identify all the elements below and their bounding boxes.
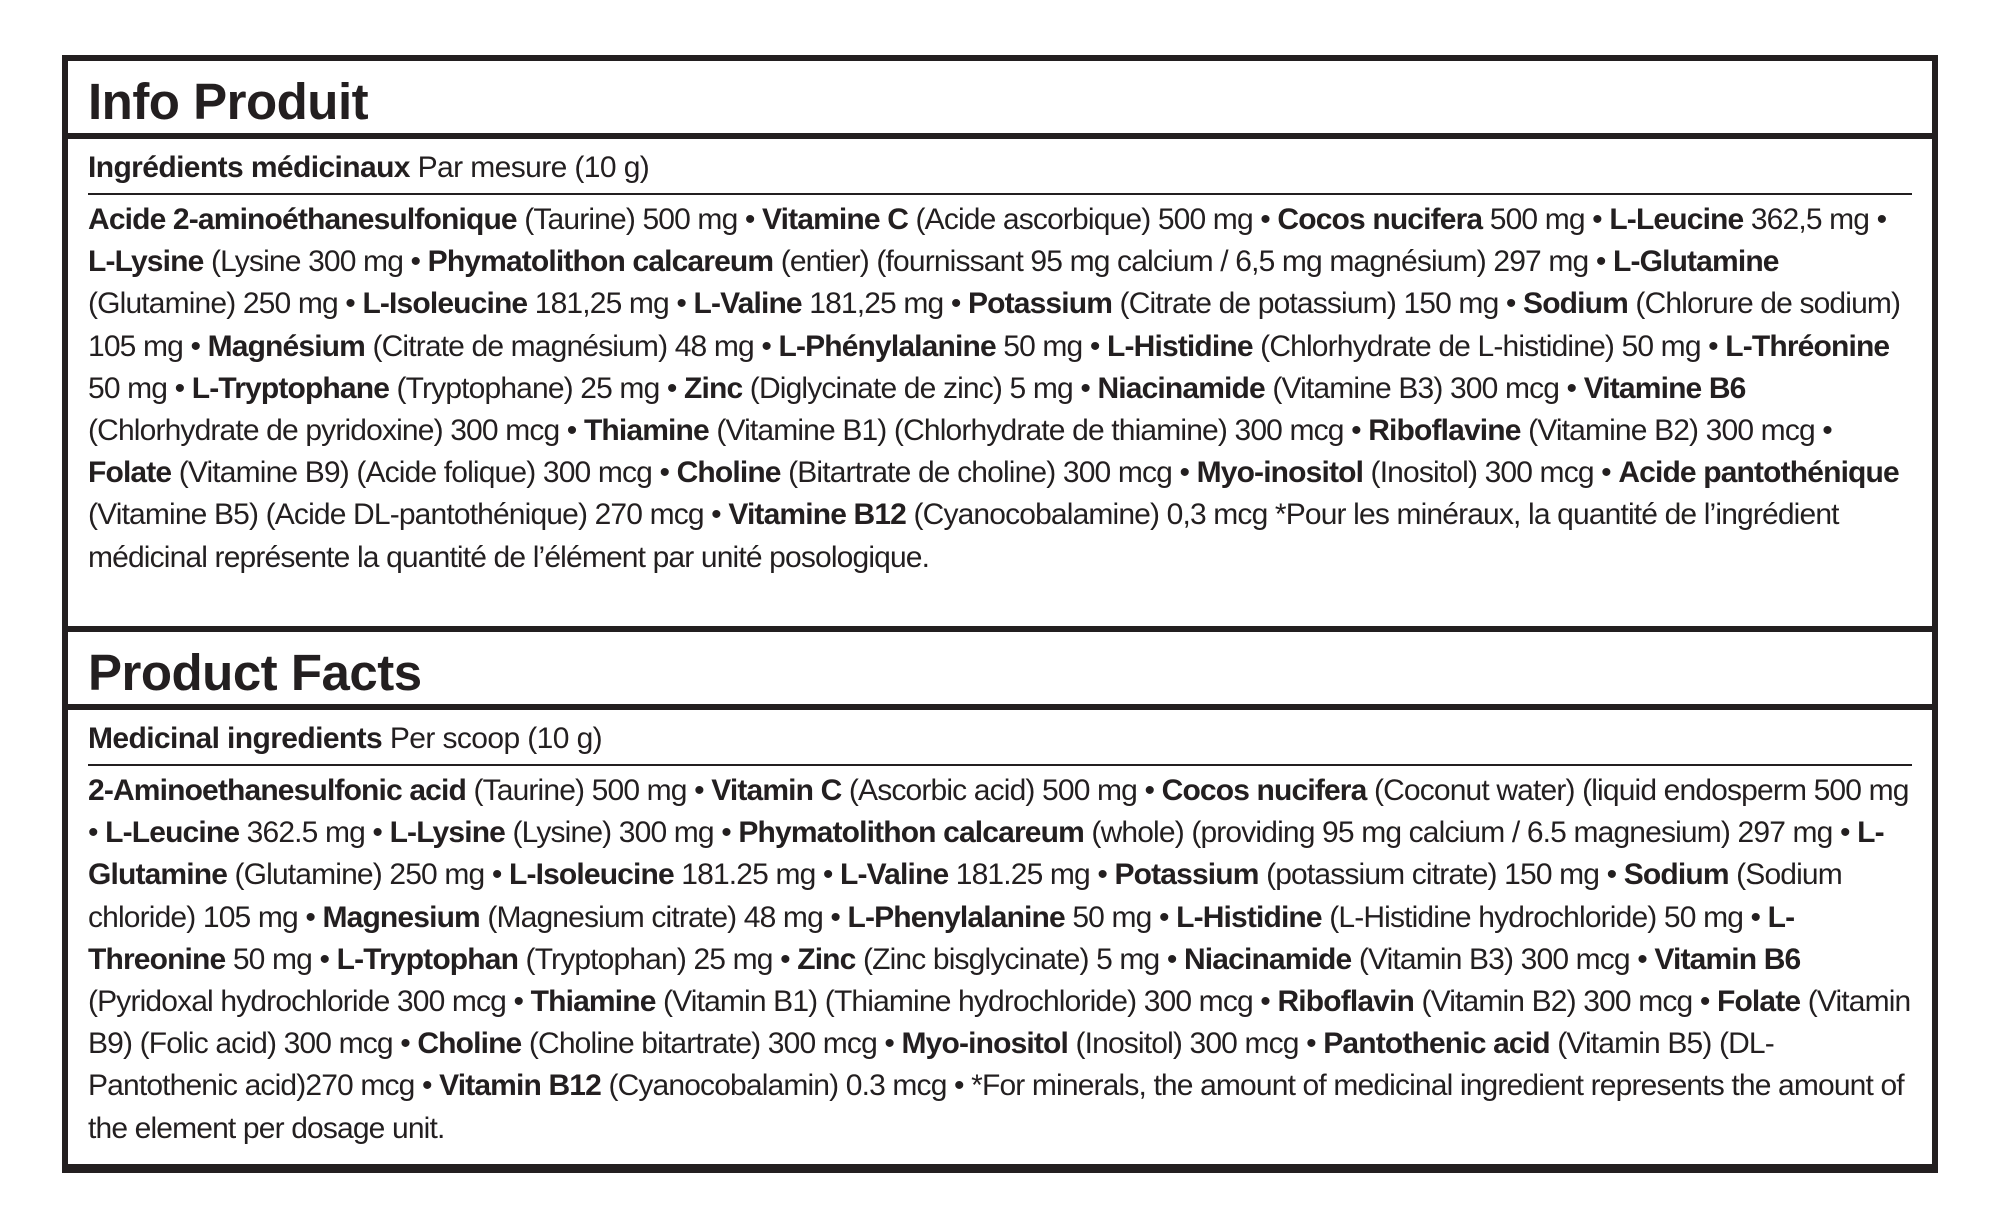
ingredient-item [1115, 858, 1624, 891]
ingredient-item [88, 456, 677, 489]
ingredient-detail: 181.25 mg • [948, 858, 1115, 892]
ingredient-detail: (Ascorbic acid) 500 mg • [841, 774, 1162, 807]
ingredient-item [1609, 203, 1886, 236]
ingredient-detail: (Bitartrate de choline) 300 mcg • [780, 456, 1197, 490]
ingredient-name: Phymatolithon calcareum [427, 245, 774, 279]
ingredient-item [88, 245, 428, 278]
ingredient-name: Myo-inositol [1196, 456, 1364, 490]
ingredient-detail: (Magnesium citrate) 48 mg • [479, 900, 848, 934]
ingredient-item [584, 414, 1368, 447]
ingredient-name: Cocos nucifera [1277, 203, 1483, 236]
ingredient-name: Vitamin B12 [439, 1069, 601, 1103]
ingredient-detail: (Vitamin B9) (Folic acid) 300 mcg • [88, 985, 1911, 1061]
ingredient-item [1277, 985, 1717, 1018]
ingredient-detail: (entier) (fournissant 95 mg calcium / 6,5 mg magnésium) 297 mg • [773, 245, 1613, 279]
ingredient-detail: 50 mg • [88, 371, 192, 405]
ingredient-item [840, 858, 1114, 891]
subheading-serving-en: Per scoop (10 g) [382, 722, 603, 755]
ingredient-detail: (Diglycinate de zinc) 5 mg • [742, 371, 1098, 405]
ingredient-name: L-Lysine [389, 816, 506, 850]
ingredient-name: Myo-inositol [901, 1027, 1068, 1061]
ingredient-name: Pantothenic acid [1323, 1027, 1550, 1061]
ingredient-name: Cocos nucifera [1161, 774, 1367, 807]
ingredient-detail: (Glutamine) 250 mg • [88, 287, 363, 321]
ingredient-name: L-Lysine [88, 245, 204, 279]
ingredient-detail: 181,25 mg • [527, 287, 694, 321]
ingredient-item [192, 372, 684, 405]
ingredient-name: Magnesium [322, 900, 480, 934]
ingredient-name: Vitamin B6 [1654, 942, 1801, 976]
subheading-label-en: Medicinal ingredients [88, 722, 383, 755]
ingredient-name: Acide pantothénique [1618, 456, 1899, 490]
ingredient-item [362, 287, 693, 320]
ingredient-detail: (Vitamine B5) (Acide DL-pantothénique) 270 mcg • [88, 498, 729, 532]
ingredient-detail: (Vitamin B3) 300 mcg • [1351, 942, 1655, 976]
ingredient-item [390, 816, 739, 849]
ingredient-name: Vitamine B6 [1583, 371, 1746, 405]
ingredient-detail: (Chlorhydrate de L-histidine) 50 mg • [1252, 329, 1726, 363]
ingredient-name: Zinc [797, 942, 856, 976]
ingredient-item [797, 943, 1184, 976]
ingredient-name: L-Tryptophane [191, 371, 390, 405]
product-facts-panel [62, 55, 1938, 1173]
ingredient-detail: (Citrate de potassium) 150 mg • [1112, 287, 1524, 321]
ingredient-item [531, 985, 1278, 1018]
ingredient-name: L-Glutamine [88, 816, 1884, 892]
ingredient-detail: (Inositol) 300 mcg • [1068, 1027, 1324, 1061]
ingredient-detail: 181.25 mg • [673, 858, 841, 892]
ingredient-detail: 362.5 mg • [239, 816, 390, 850]
ingredient-item [337, 943, 798, 976]
ingredient-detail: (Vitamine B2) 300 mcg • [1520, 414, 1832, 448]
ingredient-detail: (Cyanocobalamin) 0.3 mcg • *For minerals, the amount of medicinal ingredient represents the amount of the element per dosage unit. [88, 1069, 1904, 1145]
ingredient-detail: (Lysine) 300 mg • [505, 816, 739, 850]
ingredient-detail: (Taurine) 500 mg • [465, 774, 712, 807]
ingredient-detail: (Glutamine) 250 mg • [227, 858, 509, 892]
ingredient-item [694, 287, 968, 320]
ingredient-detail: (Chlorure de sodium) 105 mg • [88, 287, 1901, 363]
ingredient-item [902, 1027, 1324, 1060]
ingredient-name: L-Phenylalanine [847, 900, 1065, 934]
ingredient-item [1197, 456, 1619, 489]
ingredient-name: Potassium [1114, 858, 1259, 892]
ingredient-name: Riboflavin [1277, 985, 1414, 1019]
ingredient-item [738, 816, 1857, 849]
ingredient-detail: (Taurine) 500 mg • [516, 203, 763, 236]
ingredient-name: Vitamine C [762, 203, 909, 236]
ingredient-detail: (Cyanocobalamine) 0,3 mcg *Pour les minéraux, la quantité de l’ingrédient médicinal représente la quantité de l’élément par unité posologique. [88, 498, 1839, 574]
ingredient-detail: (Choline bitartrate) 300 mcg • [521, 1027, 902, 1061]
ingredient-name: Folate [88, 456, 172, 490]
ingredient-detail: (Lysine 300 mg • [203, 245, 428, 279]
ingredient-name: L-Phénylalanine [778, 329, 996, 363]
ingredient-name: Phymatolithon calcareum [738, 816, 1084, 850]
ingredient-name: Folate [1716, 985, 1801, 1019]
ingredient-detail: (Vitamin B2) 300 mcg • [1413, 985, 1717, 1019]
ingredient-detail: (Chlorhydrate de pyridoxine) 300 mcg • [88, 414, 584, 448]
ingredient-item [778, 330, 1107, 363]
ingredient-detail: 500 mg • [1482, 203, 1610, 236]
ingredient-name: Zinc [684, 371, 743, 405]
ingredient-detail: (Vitamine B9) (Acide folique) 300 mcg • [171, 456, 677, 490]
ingredient-detail: 50 mg • [1064, 900, 1177, 934]
ingredient-name: L-Glutamine [1612, 245, 1779, 279]
ingredient-name: L-Histidine [1107, 329, 1253, 363]
ingredient-name: 2-Aminoethanesulfonic acid [88, 774, 466, 807]
ingredient-name: L-Thréonine [1725, 329, 1890, 363]
ingredient-item [428, 245, 1613, 278]
subheading-fr [88, 139, 1912, 195]
ingredient-detail: 50 mg • [995, 329, 1108, 363]
ingredient-detail: (Coconut water) (liquid endosperm 500 mg • [88, 774, 1909, 850]
ingredient-name: Thiamine [583, 414, 709, 448]
ingredient-item [1277, 203, 1609, 236]
ingredient-name: Sodium [1623, 858, 1729, 892]
ingredient-item [88, 203, 762, 236]
ingredient-name: L-Isoleucine [362, 287, 528, 321]
ingredient-name: L-Valine [693, 287, 802, 321]
ingredient-name: Magnésium [207, 329, 365, 363]
ingredient-detail: (whole) (providing 95 mg calcium / 6.5 magnesium) 297 mg • [1083, 816, 1858, 850]
subheading-en [88, 710, 1912, 766]
ingredient-name: L-Leucine [105, 816, 240, 850]
ingredient-detail: (Citrate de magnésium) 48 mg • [364, 329, 779, 363]
ingredient-name: L-Leucine [1609, 203, 1744, 236]
ingredient-item [848, 901, 1177, 934]
ingredient-detail: (L-Histidine hydrochloride) 50 mg • [1321, 900, 1768, 934]
ingredient-name: Niacinamide [1097, 371, 1265, 405]
ingredient-name: Choline [676, 456, 781, 490]
section-product-facts [68, 632, 1932, 1164]
ingredient-item [711, 774, 1161, 807]
ingredient-name: Potassium [967, 287, 1113, 321]
ingredient-item [968, 287, 1523, 320]
ingredient-detail: (Vitamine B1) (Chlorhydrate de thiamine) 300 mcg • [708, 414, 1369, 448]
ingredient-detail: 362,5 mg • [1743, 203, 1887, 236]
ingredient-list-fr [88, 195, 1912, 579]
ingredient-detail: (Vitamin B1) (Thiamine hydrochloride) 300 mcg • [655, 985, 1278, 1019]
section-title-en: Product Facts [68, 632, 1932, 710]
ingredient-item [1107, 330, 1725, 363]
ingredient-name: L-Histidine [1176, 900, 1322, 934]
ingredient-name: Sodium [1523, 287, 1628, 321]
ingredient-name: L-Threonine [88, 900, 1795, 976]
section-title-fr: Info Produit [68, 61, 1932, 139]
ingredient-item [1176, 901, 1768, 934]
ingredient-item [105, 816, 389, 849]
ingredient-item [1097, 372, 1583, 405]
ingredient-detail: (Vitamine B3) 300 mcg • [1264, 371, 1584, 405]
ingredient-item [509, 858, 840, 891]
ingredient-item [684, 372, 1097, 405]
ingredient-name: Riboflavine [1368, 414, 1521, 448]
ingredient-detail: (Sodium chloride) 105 mg • [88, 858, 1842, 934]
ingredient-detail: (Pyridoxal hydrochloride 300 mcg • [88, 985, 531, 1019]
ingredient-name: L-Isoleucine [508, 858, 674, 892]
subheading-serving-fr: Par mesure (10 g) [409, 151, 650, 184]
ingredient-name: L-Tryptophan [336, 942, 519, 976]
ingredient-name: Choline [417, 1027, 522, 1061]
ingredient-detail: (Acide ascorbique) 500 mg • [908, 203, 1278, 236]
ingredient-item [677, 456, 1197, 489]
ingredient-name: Acide 2-aminoéthanesulfonique [88, 203, 517, 236]
ingredient-name: L-Valine [840, 858, 949, 892]
ingredient-detail: (Tryptophan) 25 mg • [518, 942, 798, 976]
ingredient-item [208, 330, 779, 363]
section-info-produit [68, 61, 1932, 632]
ingredient-list-en [88, 766, 1912, 1150]
ingredient-item [88, 774, 711, 807]
ingredient-item [322, 901, 847, 934]
ingredient-detail: (Tryptophane) 25 mg • [389, 371, 685, 405]
ingredient-detail: (Inositol) 300 mcg • [1363, 456, 1619, 490]
section-body-en [68, 710, 1932, 1150]
ingredient-detail: (potassium citrate) 150 mg • [1258, 858, 1624, 892]
ingredient-detail: (Vitamin B5) (DL-Pantothenic acid)270 mcg • [88, 1027, 1774, 1103]
ingredient-name: Thiamine [530, 985, 656, 1019]
ingredient-item [1184, 943, 1654, 976]
ingredient-item [762, 203, 1277, 236]
ingredient-detail: 181,25 mg • [801, 287, 968, 321]
ingredient-detail: (Zinc bisglycinate) 5 mg • [855, 942, 1184, 976]
section-body-fr [68, 139, 1932, 579]
subheading-label-fr: Ingrédients médicinaux [88, 151, 410, 184]
ingredient-detail: 50 mg • [225, 942, 337, 976]
ingredient-item [1368, 414, 1832, 447]
ingredient-item [417, 1027, 901, 1060]
ingredient-name: Vitamine B12 [728, 498, 906, 532]
ingredient-name: Vitamin C [711, 774, 842, 807]
ingredient-name: Niacinamide [1183, 942, 1352, 976]
